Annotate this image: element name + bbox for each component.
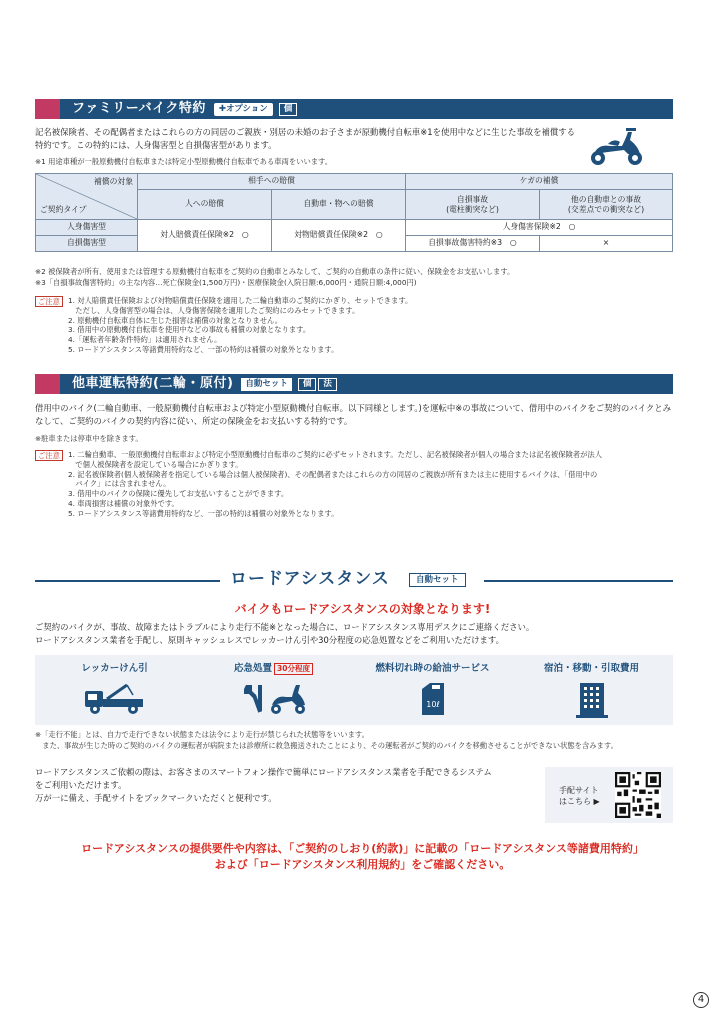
coverage-table xyxy=(35,173,673,252)
service-tow: レッカーけん引 xyxy=(35,655,194,725)
other-vehicle-header xyxy=(35,374,673,394)
person-liability: 対人賠償責任保険※2 ○ xyxy=(138,220,272,252)
road-footer-1: ロードアシスタンスの提供要件や内容は、「ご契約のしおり(約款)」に記載の「ロードアシスタンス等諸費用特約」 xyxy=(81,842,644,855)
table-corner: 補償の対象 ご契約タイプ xyxy=(36,174,138,220)
other-accident-cell: × xyxy=(540,236,673,252)
individual-tag: 個 xyxy=(279,103,298,116)
road-assistance-title: ロードアシスタンス xyxy=(230,569,390,589)
road-request-2: をご利用いただけます。 xyxy=(35,780,127,790)
family-bike-note3: ※3「自損事故傷害特約」の主な内容…死亡保険金(1,500万円)・医療保険金(入院日額:6,000円・通院日額:4,000円) xyxy=(35,278,417,287)
personal-injury-cell: 人身傷害保険※2 ○ xyxy=(406,220,673,236)
header-other: 他の自動車との事故 (交差点での衝突など) xyxy=(540,190,673,220)
building-icon xyxy=(574,681,610,719)
qr-code[interactable] xyxy=(615,772,661,818)
road-request-3: 万が一に備え、手配サイトをブックマークいただくと便利です。 xyxy=(35,793,277,803)
family-bike-desc: 記名被保険者、その配偶者またはこれらの方の同居のご親族・別居の未婚のお子さまが原動機付自転車※1を使用中などに生じた事故を補償する特約です。この特約には、人身傷害型と自損傷害型があります。 xyxy=(35,127,575,150)
page-number: 4 xyxy=(693,992,709,1008)
family-bike-title: ファミリーバイク特約 xyxy=(72,101,206,117)
other-vehicle-title: 他車運転特約(二輪・原付) xyxy=(72,376,234,392)
family-bike-header xyxy=(35,99,673,119)
header-accent xyxy=(35,99,60,119)
qr-label-2: はこちら ▶ xyxy=(559,797,600,806)
header-accent xyxy=(35,374,60,394)
self-accident-cell: 自損事故傷害特約※3 ○ xyxy=(406,236,540,252)
row-label-personal: 人身傷害型 xyxy=(36,220,138,236)
divider-right xyxy=(484,580,673,582)
road-note-2: また、事故が生じた時のご契約のバイクの運転者が病院または診療所に救急搬送されたことにより、その運転者がご契約のバイクを移動させることができない状態を含みます。 xyxy=(35,741,618,750)
service-first-aid: 応急処置 30分程度 xyxy=(194,655,353,725)
service-panel xyxy=(35,655,673,725)
road-note-1: ※「走行不能」とは、自力で走行できない状態または法令により走行が禁じられた状態等をいいます。 xyxy=(35,730,369,739)
caution-label-1: ご注意 xyxy=(35,296,63,307)
plus-icon: ✚ xyxy=(218,103,226,114)
individual-tag: 個 xyxy=(298,378,317,391)
repair-icon xyxy=(242,681,306,715)
fuel-can-icon xyxy=(418,681,448,717)
road-request-1: ロードアシスタンスご依頼の際は、お客さまのスマートフォン操作で簡単にロードアシスタンス業者を手配できるシステム xyxy=(35,767,492,777)
road-desc-1: ご契約のバイクが、事故、故障またはトラブルにより走行不能※となった場合に、ロードアシスタンス専用デスクにご連絡ください。 xyxy=(35,622,535,632)
service-lodging: 宿泊・移動・引取費用 xyxy=(512,655,671,725)
service-fuel: 燃料切れ時の給油サービス 10ℓ xyxy=(353,655,512,725)
road-footer-2: および「ロードアシスタンス利用規約」をご確認ください。 xyxy=(214,858,511,871)
road-auto-set-tag: 自動セット xyxy=(409,573,466,587)
divider-left xyxy=(35,580,220,582)
family-bike-note1: ※1 用途車種が一般原動機付自転車または特定小型原動機付自転車である車両をいいます。 xyxy=(35,157,333,166)
svg-text:10ℓ: 10ℓ xyxy=(425,700,440,709)
header-property: 自動車・物への賠償 xyxy=(272,190,406,220)
family-bike-note2: ※2 被保険者が所有、使用または管理する原動機付自転車をご契約の自動車とみなして、ご契約の自動車の条件に従い、保険金をお支払いします。 xyxy=(35,267,515,276)
header-opponent: 相手への賠償 xyxy=(138,174,406,190)
road-headline: バイクもロードアシスタンスの対象となります! xyxy=(234,602,491,616)
row-label-self: 自損傷害型 xyxy=(36,236,138,252)
caution-label-2: ご注意 xyxy=(35,450,63,461)
other-vehicle-desc: 借用中のバイク(二輪自動車、一般原動機付自転車および特定小型原動機付自転車。以下同様とします。)を運転中※の事故について、借用中のバイクをご契約のバイクとみなして、ご契約のバイクの契約内容に従い、所定の保険金をお支払いする特約です。 xyxy=(35,403,671,426)
header-person: 人への賠償 xyxy=(138,190,272,220)
header-injury: ケガの補償 xyxy=(406,174,673,190)
road-desc-2: ロードアシスタンス業者を手配し、原則キャッシュレスでレッカーけん引や30分程度の応急処置などをご利用いただけます。 xyxy=(35,635,505,645)
qr-label-1: 手配サイト xyxy=(559,786,599,795)
other-vehicle-note: ※駐車または停車中を除きます。 xyxy=(35,434,143,443)
auto-set-tag: 自動セット xyxy=(241,378,292,391)
tow-truck-icon xyxy=(83,681,147,715)
caution-list-1: 1. 対人賠償責任保険および対物賠償責任保険を適用した二輪自動車のご契約にかぎり、セットできます。 ただし、人身傷害型の場合は、人身傷害保険を適用したご契約にのみセットできます。 2. 原動機付自転車自体に生じた損害は補償の対象となりません。 3. 借用中の原動機付自転車を使用中などの事故も補償の対象となります。 4.「運転者年齢条件特約」は適用されません。 5. ロードアシスタンス等諸費用特約など、一部の特約は補償の対象外となります。 xyxy=(68,296,413,354)
corporate-tag: 法 xyxy=(318,378,337,391)
option-tag: ✚オプション xyxy=(214,103,273,116)
scooter-icon xyxy=(588,124,646,168)
caution-list-2: 1. 二輪自動車、一般原動機付自転車および特定小型原動機付自転車のご契約に必ずセットされます。ただし、記名被保険者が個人の場合または記名被保険者が法人 で個人被保険者を設定している場合にかぎります。 2. 記名被保険者(個人被保険者を指定している場合は個人被保険者)、その配偶者またはこれらの方の同居のご親族が所有または主に使用するバイクは、「借用中の バイク」には含まれません。 3. 借用中のバイクの保険に優先してお支払いすることができます。 4. 車両損害は補償の対象外です。 5. ロードアシスタンス等諸費用特約など、一部の特約は補償の対象外となります。 xyxy=(68,450,602,518)
qr-panel xyxy=(545,767,673,823)
property-liability: 対物賠償責任保険※2 ○ xyxy=(272,220,406,252)
thirty-min-badge: 30分程度 xyxy=(274,663,313,675)
header-self: 自損事故 (電柱衝突など) xyxy=(406,190,540,220)
